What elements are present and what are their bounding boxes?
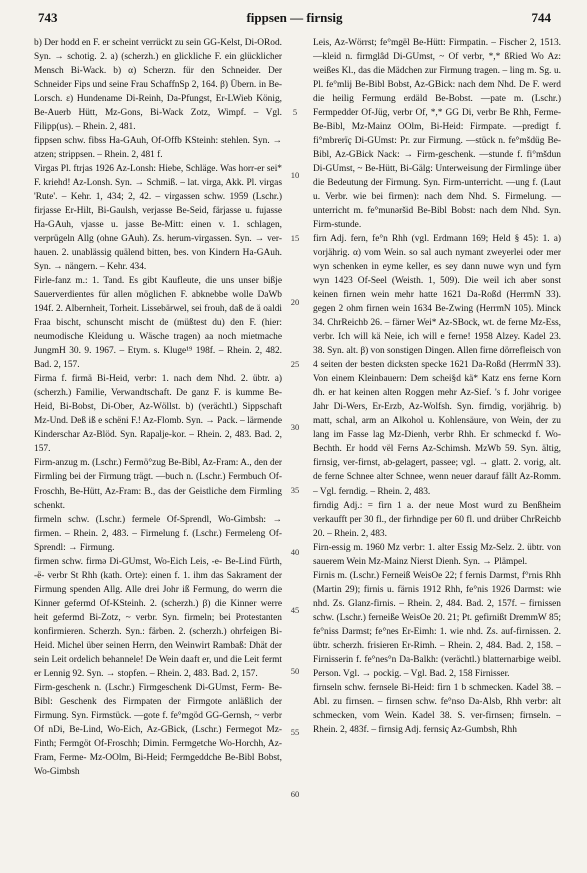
- line-number: 55: [290, 727, 300, 737]
- entry-firmeln: firmeln schw. (Lschr.) fermele Of-Sprendl, Wo-Gimbsh: → firmen. – Rhein. 2, 483. – Firmelung f. (Lschr.) Fermeleng Of-Sprendl: → Firmung.: [34, 514, 282, 553]
- line-number: 15: [290, 233, 300, 243]
- page-number-right: 744: [531, 10, 551, 25]
- left-column: [34, 36, 282, 866]
- line-number: 5: [292, 107, 298, 117]
- entry-fippsen: fippsen schw. fibss Ha-GAuh, Of-Offb KSteinh: stehlen. Syn. → atzen; strippsen. – Rhein. 2, 481 f.: [34, 136, 282, 161]
- running-header: [38, 10, 551, 28]
- entry-firn-essig: Firn-essig m. 1960 Mz verbr: 1. alter Essig Mz-Selz. 2. übtr. von sauerem Wein Mz-Mainz Nierst Dienh. Syn. → Plämpel.: [313, 542, 561, 567]
- entry-firmen: firmen schw. firmə Di-GUmst, Wo-Eich Leis, -e- Be-Lind Fürth, -ë- verbr St Rhh (kath. Orte): einen f. 1. ihm das Sakrament der Firmung spenden Allg. Alle drei Johr iß Fermung, do werrn die Kinner gefermd Of-KSteinh. 2. (scherzh.) β) die Kinner werre heit gefermd Bi-Zotz, ~ verbr. Syn. firmeln; bei Protestanten konfirmieren. Scherzh. Syn.: färben. 2. (scherzh.) ohrfeigen Bi-Heid. Michel über seinen Herrn, den Weinwirt Rambaß: Dhät der sein Leit ordelich behannele! De Wein daaft er, und die Leit fermt er Lennig 92. Syn. → stopfen. – Rhein. 2, 483. Bad. 2, 157.: [34, 556, 282, 679]
- entry-virgas: Virgas Pl. ftrjas 1926 Az-Lonsh: Hiebe, Schläge. Was horr-er sei* F. kriehd! Az-Lonsh. Syn. → Schmiß. – lat. virga, Akk. Pl. virgas 'Rute'. – Kehr. 1, 434; 2, 42. – virgassen schw. 1959 (Lschr.) firjasse Er-Hilt, Bi-Gaulsh, verjasse Be-Seid, färjasse u. fujasse Ha-GAuh, vjasse u. jasse Be-Mitt: einen v. 1. schlagen, verprügeln Allg (ohne GAuh). Zs. herum-virgassen. Syn. → ver-hauen. 2. unablässig quälend bitten, bes. von Kindern Ha-GAuh. Syn. → nängern. – Kehr. 434.: [34, 164, 282, 273]
- entry-firm-geschenk-continued: Leis, Az-Wörrst; fe°mgël Be-Hütt: Firmpatin. – Fischer 2, 1513. —kleid n. firmglâd Di-GUmst, ~ Of verbr, *,* ßRied Wo Az: weißes Kl., das die Mädchen zur Firmung tragen. – ling m. Sg. u. Pl. fe°mlij Be-Bibl Bobst, Az-GBick: nach dem Nhd. De F. werd die heilig Fermung erdäld Be-Bobst. —pate m. (Lschr.) Fermpedder Of-Jüg, verbr Of, *,* GG Di, verbr Be Rhh, Ferme- Be-Bibl, Mz-Mainz OOlm, Bi-Heid: Firmpate. —predigt f. fi°mbrerïç Di-GUmst: Pr. zur Firmung. —stück n. fe°mšdüg Be-Bibl, Az-GBick Nack: → Firm-geschenk. —stunde f. fi°mšdun Di-GUmst, ~ Be-Hütt, Bi-Gälg: Unterweisung der Firmlinge über die Bedeutung der Firmung. Syn. Firm-unterricht. —ung f. (Laut u. Verbr. wie bei firmen): nach dem Nhd. S. Firmelung. —unterricht m. fe°munəršid Be-Bibl Bobst: nach dem Nhd. Syn. Firm-stunde.: [313, 38, 561, 231]
- right-column: [313, 36, 561, 866]
- entry-fipps-continued: b) Der hodd en F. er scheint verrückt zu sein GG-Kelst, Di-ORod. Syn. → schotig. 2. a) (scherzh.) en glickliche F. ein glücklicher Mensch Bi-Wack. b) α) Scherzn. für den Schneider. Der Schneider Fips und seine Frau SchaffnSp 2, 164. β) Übern. in Be-Lorsch. ε) Hundename Di-Reinh, Da-Pfungst, Er-LWieb König, Be-Auerb Hütt, Mz-Gons, Bi-Wack Zotz, Wimpf. – Vgl. Filipp(us). – Rhein. 2, 481.: [34, 38, 282, 133]
- line-number: 45: [290, 605, 300, 615]
- line-number: 50: [290, 666, 300, 676]
- line-number: 35: [290, 485, 300, 495]
- line-number: 40: [290, 547, 300, 557]
- line-number: 60: [290, 789, 300, 799]
- entry-firnis: Firnis m. (Lschr.) Ferneiß WeisOe 22; f fernis Darmst, f°rnis Rhh (Martin 29); firnis u. färnis 1912 Rhh, fe°nis 1926 Darmst: wie nhd. Zs. Glanz-firnis. – Rhein. 2, 484. Bad. 2, 157f. – firnissen schw. (Lschr.) ferneiße WeisOe 20. 21; Pt. gefirnißt DremmW 85; fe°niss Darmst; fe°nes Er-Eimh: 1. wie nhd. Zs. auf-firnissen. 2. übtr. scherzh. frisieren Er-Rimh. – Rhein. 2, 484. Bad. 2, 158. – Firnisserin f. fe°nes°n Da-Balkh: (verächtl.) blatternarbige weibl. Person. Vgl. → pockig. – Vgl. Bad. 2, 158 Firnisser.: [313, 570, 561, 679]
- entry-firndig: firndig Adj.: = firn 1 a. der neue Most wurd zu Benßheim verkaufft per 30 fl., der firhndige per 60 fl. und drüber ChrReichb 20. – Rhein. 2, 483.: [313, 500, 561, 539]
- line-number: 10: [290, 170, 300, 180]
- entry-firnseln: firnseln schw. fernsele Bi-Heid: firn 1 b schmecken. Kadel 38. – Abl. zu firnsen. – firnsen schw. fe°nso Da-Alsb, Rhh verbr: alt schmecken, vom Wein. Kadel 38. S. ver-firnsen; firnseln. – Rhein. 2, 483f. – firnsig Adj. fernsiç Az-Gumbsh, Rhh: [313, 682, 561, 735]
- line-number: 20: [290, 297, 300, 307]
- entry-firma: Firma f. firmä Bi-Heid, verbr: 1. nach dem Nhd. 2. übtr. a) (scherzh.) Familie, Verwandtschaft. De ganz F. is kumme Be-Heid, Bi-Bobst, Di-Ober, Az-Wöllst. b) (verächtl.) Sippschaft Mz-Und. Deß iß e schëni F.! Az-Flomb. Syn. → Pack. – lärmende Kinderschar Az-Blöd. Syn. Rapalje-kor. – Rhein. 2, 483. Bad. 2, 157.: [34, 374, 282, 455]
- header-title: fippsen — firnsig: [246, 10, 343, 25]
- line-number: 25: [290, 359, 300, 369]
- entry-firm-geschenk: Firm-geschenk n. (Lschr.) Firmgeschenk Di-GUmst, Ferm- Be-Bibl: Geschenk des Firmpaten der Firmgote anläßlich der Firmung. Syn. Firmstück. —gote f. fe°mgöd GG-Gernsh, ~ verbr Of nDi, Be-Lind, Wo-Eich, Az-GBick, (Lschr.) Fermegot Mz-Finth; Fermgöt Of-Froschh; Dimin. Fermgetche Wo-Horchh, Az-Fram, Ferme- Mz-OOlm, Bi-Heid; Fermgeddche Be-Bibl Bobst, Wo-Gimbsh: [34, 682, 282, 777]
- entry-firn: firn Adj. fern, fe°n Rhh (vgl. Erdmann 169; Held § 45): 1. a) vorjährig. α) vom Wein. so sal auch nymant zweyerlei oder mer wyn schenken in eyme keller, es sey dann nuwe wyn und fyrn wyn 1423 Of-Seel (Weisth. 1, 509). Die weil ich aber sonst keinen firnen wein mehr hatte 1621 Da-Roßd (HerrmN 33). gegen 2 ohm firnen wein 1634 Be-Zwing (HerrmN 105). Minck 34. ChrReichb 26. – färner Wei* Az-SBock, wt. de ferne Mz-Ess, verbr. Ich will kä Neie, ich will e ferne! 1958 Alzey. Kadel 23. 38. Syn. alt. β) von sonstigen Dingen. Allen firne dörrefleisch von 4 seiten der besten dicksten specke 1621 Da-Roßd (HerrmN 33). Von einem Kleinbauern: Dem schei§d kä* Katz ens ferne Korn dh. er hat keinen alten Roggen mehr Az-Sief. 's f. Johr vorigee Jahr Di-Wers, Er-Erzb, Az-Wolfsh. Syn. firndig, vorjährig. b) matt, schal, arm an Alkohol u. Kohlensäure, von Wein, der zu lang im Fasse lag Mz-Dienh, verbr Rhh. Er schmeckd f. Wo-Bechth. Er hodd vël Ferns Az-Schimsh. MzWb 59. Syn. ältig, firnsig, ver-firnst, ab-gelagert, passee; vgl. → glatt. 2. vorig, alt. de ferne Schnee alter Schnee, wenn neuer darauf fällt Az-Romm. – Vgl. ferndig. – Rhein. 2, 483.: [313, 234, 561, 497]
- entry-firm-anzug: Firm-anzug m. (Lschr.) Fermö°zug Be-Bibl, Az-Fram: A., den der Firmling bei der Firmung trägt. —buch n. (Lschr.) Fermbuch Of-Froschh, Be-Hütt, Az-Fram: B., das der Geistliche dem Firmling schenkt.: [34, 458, 282, 511]
- line-number: 30: [290, 422, 300, 432]
- entry-firlefanz: Firle-fanz m.: 1. Tand. Es gibt Kaufleute, die uns unser bißje Sauerverdientes für allen möglichen F. abknebbe wolle DaWb 194f. 2. Albernheit, Torheit. Lissebärwel, sei frouh, daß de ä oaldi Fraa bischt, schunscht mischt de (müßtest du) den F. (hier: neumodische Kleidung u. Wäsche tragen) aa noch mietmache JungmH 30. 9. 1967. – Etym. s. Kluge¹⁹ 198f. – Rhein. 2, 482. Bad. 2, 157.: [34, 276, 282, 371]
- page-number-left: 743: [38, 10, 58, 25]
